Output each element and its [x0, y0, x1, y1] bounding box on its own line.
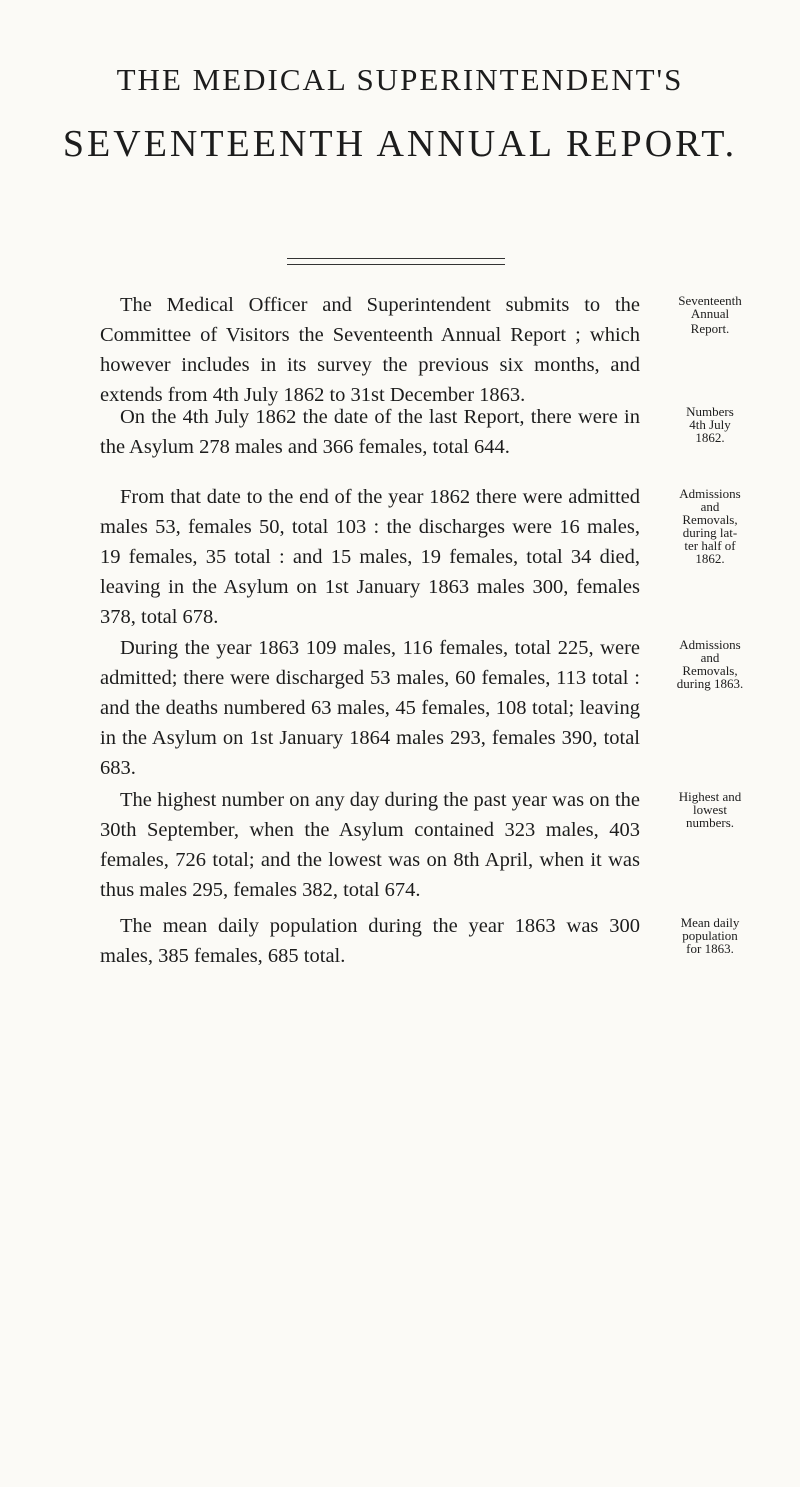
margin-note-numbers [645, 405, 775, 444]
margin-note-line: Highest and [678, 789, 742, 804]
paragraph-numbers-1862: On the 4th July 1862 the date of the last Report, there were in the Asylum 278 males and 366 females, total 644. [100, 406, 640, 458]
margin-note-highest-lowest [645, 790, 775, 829]
heading-line-1: THE MEDICAL SUPERINTENDENT'S [116, 62, 684, 97]
margin-note-line: Seventeenth [678, 293, 742, 308]
margin-note-mean-daily [645, 916, 775, 955]
heading-line-2: SEVENTEENTH ANNUAL REPORT. [62, 123, 738, 165]
margin-note-line: Admissions [679, 486, 741, 501]
divider-top [287, 258, 505, 259]
margin-note-line: 1862. [695, 551, 725, 566]
margin-note-line: ter half of [684, 538, 736, 553]
margin-note-line: Removals, [682, 663, 738, 678]
margin-note-admissions-1862 [645, 487, 775, 565]
margin-note-line: numbers. [685, 815, 735, 830]
margin-note-line: Admissions [679, 637, 741, 652]
margin-note-line: Annual [690, 306, 730, 321]
margin-note-line: for 1863. [686, 941, 734, 956]
margin-note-line: 4th July [689, 417, 731, 432]
margin-note-line: 1862. [695, 430, 725, 445]
paragraph-admissions-1863: During the year 1863 109 males, 116 females, total 225, were admitted; there were discharged 53 males, 60 females, 113 total : and the deaths numbered 63 males, 45 females, 108 total; leaving in the Asylum on 1st January 1864 males 293, females 390, total 683. [100, 637, 640, 779]
divider-bottom [287, 264, 505, 265]
margin-note-admissions-1863 [645, 638, 775, 690]
margin-note-line: Numbers [686, 404, 734, 419]
margin-note-line: during 1863. [676, 676, 744, 691]
margin-note-line: during lat- [682, 525, 738, 540]
margin-note-line: Report. [690, 321, 730, 336]
margin-note-line: population [682, 928, 738, 943]
paragraph-report-intro: The Medical Officer and Superintendent submits to the Committee of Visitors the Seventeenth Annual Report ; which however includes in its survey the previous six months, and extends from 4th July 1862 to 31st December 1863. [100, 294, 640, 406]
margin-note-line: Removals, [682, 512, 738, 527]
margin-note-line: Mean daily [680, 915, 740, 930]
paragraph-mean-daily: The mean daily population during the year 1863 was 300 males, 385 females, 685 total. [100, 915, 640, 967]
margin-note-line: lowest [693, 802, 727, 817]
margin-note-line: and [700, 499, 720, 514]
paragraph-highest-lowest: The highest number on any day during the past year was on the 30th September, when the Asylum contained 323 males, 403 females, 726 total; and the lowest was on 8th April, when it was thus males 295, females 382, total 674. [100, 789, 640, 901]
margin-note-line: and [700, 650, 720, 665]
margin-note-report [645, 294, 775, 335]
paragraph-admissions-1862: From that date to the end of the year 1862 there were admitted males 53, females 50, total 103 : the discharges were 16 males, 19 females, 35 total : and 15 males, 19 females, total 34 died, leaving in the Asylum on 1st January 1863 males 300, females 378, total 678. [100, 486, 640, 628]
